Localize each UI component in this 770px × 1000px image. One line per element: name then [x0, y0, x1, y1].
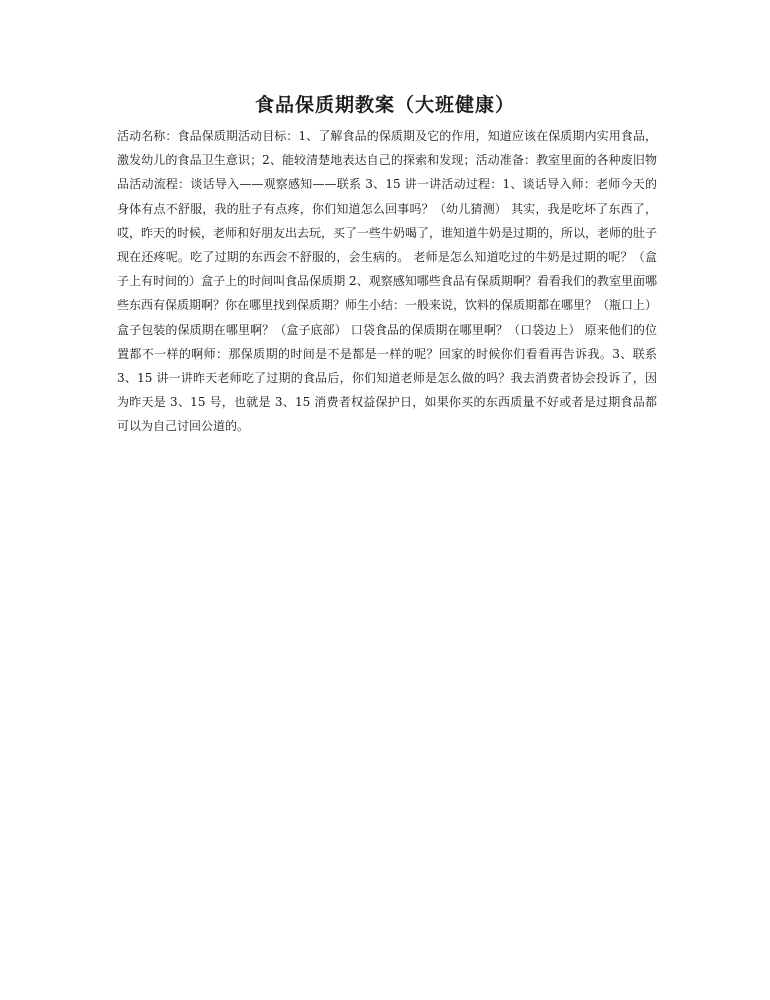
document-body-text: 活动名称：食品保质期活动目标：1、了解食品的保质期及它的作用，知道应该在保质期内实用食品，激发幼儿的食品卫生意识；2、能较清楚地表达自己的探索和发现；活动准备：教室里面的各种废旧物品活动流程：谈话导入——观察感知——联系 3、15 讲一讲活动过程：1、谈话导入师：老师今天的身体有点不舒服，我的肚子有点疼，你们知道怎么回事吗？（幼儿猜测） 其实，我是吃坏了东西了，哎，昨天的时候，老师和好朋友出去玩，买了一些牛奶喝了，谁知道牛奶是过期的，所以，老师的肚子现在还疼呢。吃了过期的东西会不舒服的，会生病的。 老师是怎么知道吃过的牛奶是过期的呢？（盒子上有时间的）盒子上的时间叫食品保质期 2、观察感知哪些食品有保质期啊？看看我们的教室里面哪些东西有保质期啊？你在哪里找到保质期？师生小结：一般来说，饮料的保质期都在哪里？（瓶口上） 盒子包装的保质期在哪里啊？（盒子底部） 口袋食品的保质期在哪里啊？（口袋边上） 原来他们的位置都不一样的啊师：那保质期的时间是不是都是一样的呢？回家的时候你们看看再告诉我。3、联系 3、15 讲一讲昨天老师吃了过期的食品后，你们知道老师是怎么做的吗？我去消费者协会投诉了，因为昨天是 3、15 号，也就是 3、15 消费者权益保护日，如果你买的东西质量不好或者是过期食品都可以为自己讨回公道的。 [117, 129, 658, 434]
document-title: 食品保质期教案（大班健康） [254, 94, 515, 116]
